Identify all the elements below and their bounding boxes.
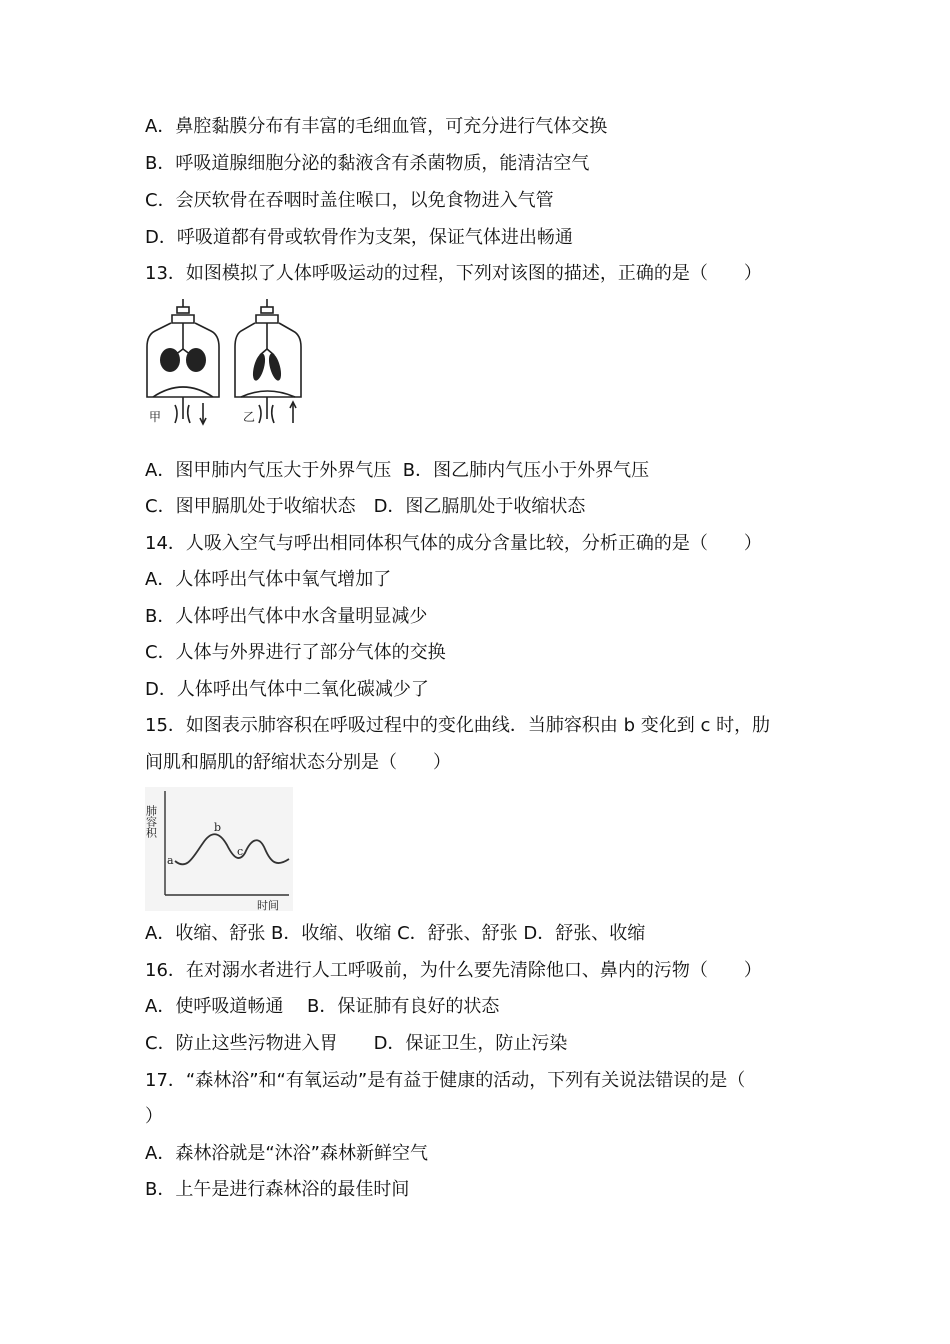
q13-options-cd: C．图甲膈肌处于收缩状态 D．图乙膈肌处于收缩状态	[145, 496, 586, 517]
q13-options-ab: A．图甲肺内气压大于外界气压 B．图乙肺内气压小于外界气压	[145, 460, 650, 481]
point-a-label: a	[167, 854, 174, 867]
jar-jia	[147, 299, 219, 424]
lungs-yi	[251, 352, 284, 382]
x-axis-label: 时间	[257, 899, 279, 911]
y-axis-label: 肺容积	[145, 805, 158, 838]
q16-options-ab: A．使呼吸道畅通 B．保证肺有良好的状态	[145, 996, 500, 1017]
q12-option-d: D．呼吸道都有骨或软骨作为支架，保证气体进出畅通	[145, 227, 573, 248]
point-b-label: b	[214, 821, 222, 834]
breathing-model-figure	[145, 297, 305, 429]
q14-option-c: C．人体与外界进行了部分气体的交换	[145, 642, 446, 663]
point-c-label: c	[237, 845, 244, 858]
q15-stem-line2: 间肌和膈肌的舒缩状态分别是（ ）	[145, 752, 451, 773]
q14-stem: 14．人吸入空气与呼出相同体积气体的成分含量比较，分析正确的是（ ）	[145, 533, 762, 554]
lungs-jia	[160, 348, 206, 372]
q12-option-c: C．会厌软骨在吞咽时盖住喉口，以免食物进入气管	[145, 190, 554, 211]
q15-stem-line1: 15．如图表示肺容积在呼吸过程中的变化曲线．当肺容积由 b 变化到 c 时，肋	[145, 715, 771, 736]
lung-volume-curve	[145, 787, 293, 911]
q17-stem-line1: 17．“森林浴”和“有氧运动”是有益于健康的活动，下列有关说法错误的是（	[145, 1070, 746, 1091]
q16-options-cd: C．防止这些污物进入胃 D．保证卫生，防止污染	[145, 1033, 568, 1054]
jar-yi	[235, 299, 301, 423]
q12-option-b: B．呼吸道腺细胞分泌的黏液含有杀菌物质，能清洁空气	[145, 153, 590, 174]
q13-stem: 13．如图模拟了人体呼吸运动的过程，下列对该图的描述，正确的是（ ）	[145, 263, 762, 284]
fig-label-jia: 甲	[149, 410, 162, 424]
q14-option-a: A．人体呼出气体中氧气增加了	[145, 569, 392, 590]
q12-option-a: A．鼻腔黏膜分布有丰富的毛细血管，可充分进行气体交换	[145, 116, 608, 137]
q16-stem: 16．在对溺水者进行人工呼吸前，为什么要先清除他口、鼻内的污物（ ）	[145, 960, 762, 981]
q17-stem-line2: ）	[145, 1106, 163, 1127]
fig-label-yi: 乙	[243, 410, 256, 424]
q17-option-b: B．上午是进行森林浴的最佳时间	[145, 1179, 410, 1200]
bell-jar-diagram	[145, 297, 305, 429]
lung-volume-figure	[145, 787, 293, 911]
q17-option-a: A．森林浴就是“沐浴”森林新鲜空气	[145, 1143, 428, 1164]
q15-options: A．收缩、舒张 B．收缩、收缩 C．舒张、舒张 D．舒张、收缩	[145, 923, 646, 944]
q14-option-d: D．人体呼出气体中二氧化碳减少了	[145, 679, 429, 700]
q14-option-b: B．人体呼出气体中水含量明显减少	[145, 606, 428, 627]
